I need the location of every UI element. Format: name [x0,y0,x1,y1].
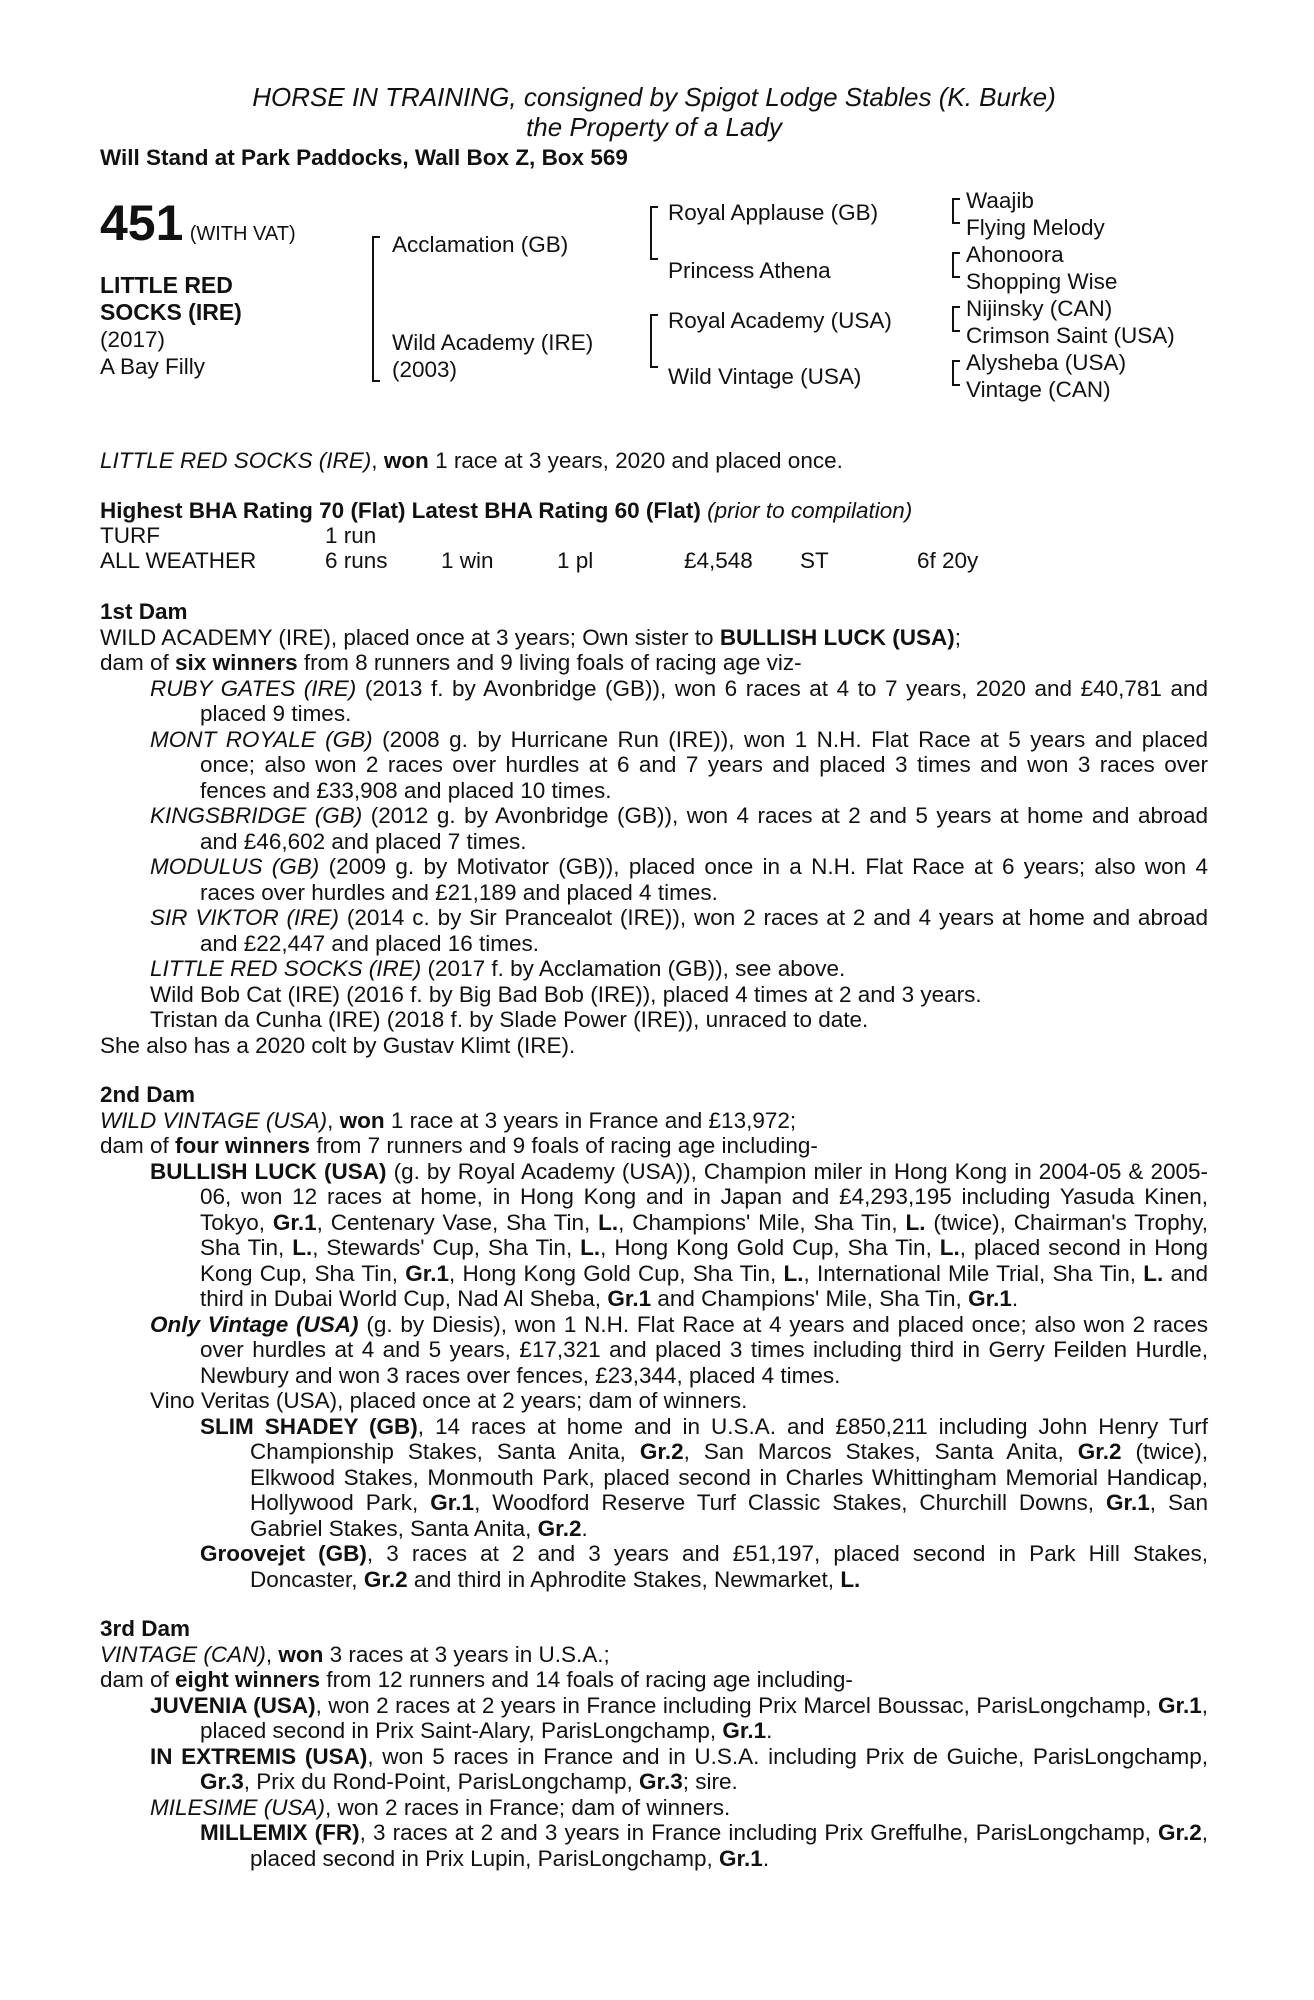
pedigree-sdd: Shopping Wise [966,269,1118,294]
produce-entry: Vino Veritas (USA), placed once at 2 years; dam of winners. [150,1388,748,1413]
pedigree-sd: Princess Athena [668,258,831,283]
header [100,82,1208,142]
second-dam-line1: WILD VINTAGE (USA), won 1 race at 3 years in France and £13,972; [100,1107,797,1133]
first-dam-line2: dam of six winners from 8 runners and 9 living foals of racing age viz- [100,650,802,675]
pedigree-dsd: Crimson Saint (USA) [966,323,1175,348]
horse-year: (2017) [100,327,166,352]
aw-surface: ST [800,548,829,573]
header-consignor: HORSE IN TRAINING, consigned by Spigot Lodge Stables (K. Burke) [252,82,1056,112]
pedigree-dds: Alysheba (USA) [966,350,1127,375]
ds-brace [952,306,954,332]
produce-note: She also has a 2020 colt by Gustav Klimt (IRE). [100,1032,576,1058]
pedigree-block [100,190,1208,422]
produce-entry: RUBY GATES (IRE) (2013 f. by Avonbridge (GB)), won 6 races at 4 to 7 years, 2020 and £40,781 and placed 9 times. [150,675,1208,726]
horse-name-line1: LITTLE RED [100,272,233,298]
produce-entry: MILESIME (USA), won 2 races in France; dam of winners. [150,1794,731,1820]
horse-name-line2: SOCKS (IRE) [100,299,242,325]
grand-produce-entry: Groovejet (GB), 3 races at 2 and 3 years and £51,197, placed second in Park Hill Stakes, Doncaster, Gr.2 and third in Aphrodite Stakes, Newmarket, L. [200,1541,1208,1592]
third-dam-line1: VINTAGE (CAN), won 3 races at 3 years in U.S.A.; [100,1641,610,1667]
produce-entry: JUVENIA (USA), won 2 races at 2 years in France including Prix Marcel Boussac, ParisLongchamp, Gr.1, placed second in Prix Saint-Alary, ParisLongchamp, Gr.1. [150,1692,1209,1743]
sire-brace [650,206,652,260]
pedigree-sss: Waajib [966,188,1034,213]
aw-runs: 6 runs [325,548,388,573]
lot-vat: (WITH VAT) [189,223,296,245]
aw-label: ALL WEATHER [100,548,257,573]
turf-label: TURF [100,523,160,548]
pedigree-sire: Acclamation (GB) [392,232,569,257]
first-dam-title: 1st Dam [100,599,188,624]
produce-entry: LITTLE RED SOCKS (IRE) (2017 f. by Acclamation (GB)), see above. [150,956,846,981]
catalogue-page [100,82,1208,1871]
grand-produce-entry: MILLEMIX (FR), 3 races at 2 and 3 years in France including Prix Greffulhe, ParisLongchamp, Gr.2, placed second in Prix Lupin, ParisLongchamp, Gr.1. [200,1820,1208,1871]
dam-brace [650,314,652,368]
ss-brace [952,198,954,224]
aw-places: 1 pl [557,548,594,573]
pedigree-ddd: Vintage (CAN) [966,377,1111,402]
third-dam-title: 3rd Dam [100,1616,191,1641]
pedigree-dss: Nijinsky (CAN) [966,296,1113,321]
third-dam-section [100,1616,1208,1871]
pedigree-sds: Ahonoora [966,242,1064,267]
first-dam-line1: WILD ACADEMY (IRE), placed once at 3 years; Own sister to BULLISH LUCK (USA); [100,624,962,650]
grand-produce-entry: SLIM SHADEY (GB), 14 races at home and in U.S.A. and £850,211 including John Henry Turf Championship Stakes, Santa Anita, Gr.2, San Marcos Stakes, Santa Anita, Gr.2 (twice), Elkwood Stakes, Monmouth Park, placed second in Charles Whittingham Memorial Handicap, Hollywood Park, Gr.1, Woodford Reserve Turf Classic Stakes, Churchill Downs, Gr.1, San Gabriel Stakes, Santa Anita, Gr.2. [200,1413,1209,1541]
produce-entry: KINGSBRIDGE (GB) (2012 g. by Avonbridge (GB)), won 4 races at 2 and 5 years at home and abroad and £46,602 and placed 7 times. [150,803,1208,854]
aw-prize-money: £4,548 [684,548,753,573]
second-dam-line2: dam of four winners from 7 runners and 9 foals of racing age including- [100,1133,818,1158]
first-dam-section [100,599,1208,1058]
lot-number: 451 [100,195,184,251]
produce-entry: SIR VIKTOR (IRE) (2014 c. by Sir Prancealot (IRE)), won 2 races at 2 and 4 years at home and abroad and £22,447 and placed 16 times. [150,905,1208,956]
sire-dam-brace [372,236,374,382]
produce-entry: BULLISH LUCK (USA) (g. by Royal Academy (USA)), Champion miler in Hong Kong in 2004-05 & 2005-06, won 12 races at home, in Hong Kong and in Japan and £4,293,195 including Yasuda Kinen, Tokyo, Gr.1, Centenary Vase, Sha Tin, L., Champions' Mile, Sha Tin, L. (twice), Chairman's Trophy, Sha Tin, L., Stewards' Cup, Sha Tin, L., Hong Kong Gold Cup, Sha Tin, L., placed second in Hong Kong Cup, Sha Tin, Gr.1, Hong Kong Gold Cup, Sha Tin, L., International Mile Trial, Sha Tin, L. and third in Dubai World Cup, Nad Al Sheba, Gr.1 and Champions' Mile, Sha Tin, Gr.1. [150,1158,1209,1311]
aw-distance: 6f 20y [917,548,979,573]
pedigree-dd: Wild Vintage (USA) [668,364,862,389]
produce-entry: Wild Bob Cat (IRE) (2016 f. by Big Bad Bob (IRE)), placed 4 times at 2 and 3 years. [150,981,982,1007]
second-dam-title: 2nd Dam [100,1082,196,1107]
turf-runs: 1 run [325,523,377,548]
pedigree-ds: Royal Academy (USA) [668,308,892,333]
lot-heading [100,195,296,251]
race-summary: LITTLE RED SOCKS (IRE), won 1 race at 3 years, 2020 and placed once. [100,448,843,473]
dd-brace [952,360,954,386]
race-stats [100,523,1208,575]
produce-entry: MODULUS (GB) (2009 g. by Motivator (GB)), placed once in a N.H. Flat Race at 6 years; also won 4 races over hurdles and £21,189 and placed 4 times. [150,854,1208,905]
header-location: Will Stand at Park Paddocks, Wall Box Z, Box 569 [100,145,628,170]
horse-description: A Bay Filly [100,354,206,379]
pedigree-ssd: Flying Melody [966,215,1105,240]
header-property: the Property of a Lady [526,112,782,142]
produce-entry: Tristan da Cunha (IRE) (2018 f. by Slade Power (IRE)), unraced to date. [150,1007,869,1032]
second-dam-section [100,1082,1208,1592]
sd-brace [952,252,954,278]
third-dam-line2: dam of eight winners from 12 runners and 14 foals of racing age including- [100,1667,853,1692]
produce-entry: Only Vintage (USA) (g. by Diesis), won 1 N.H. Flat Race at 4 years and placed once; also won 2 races over hurdles at 4 and 5 years, £17,321 and placed 3 times including third in Gerry Feilden Hurdle, Newbury and won 3 races over fences, £23,344, placed 4 times. [150,1311,1208,1388]
pedigree-ss: Royal Applause (GB) [668,200,879,225]
pedigree-dam-year: (2003) [392,357,458,382]
rating-line: Highest BHA Rating 70 (Flat) Latest BHA Rating 60 (Flat) (prior to compilation) [100,497,913,523]
produce-entry: MONT ROYALE (GB) (2008 g. by Hurricane Run (IRE)), won 1 N.H. Flat Race at 5 years and placed once; also won 2 races over hurdles at 6 and 7 years and placed 3 times and won 3 races over fences and £33,908 and placed 10 times. [150,726,1209,803]
aw-wins: 1 win [441,548,494,573]
produce-entry: IN EXTREMIS (USA), won 5 races in France and in U.S.A. including Prix de Guiche, ParisLongchamp, Gr.3, Prix du Rond-Point, ParisLongchamp, Gr.3; sire. [150,1743,1208,1794]
pedigree-dam: Wild Academy (IRE) [392,330,594,355]
